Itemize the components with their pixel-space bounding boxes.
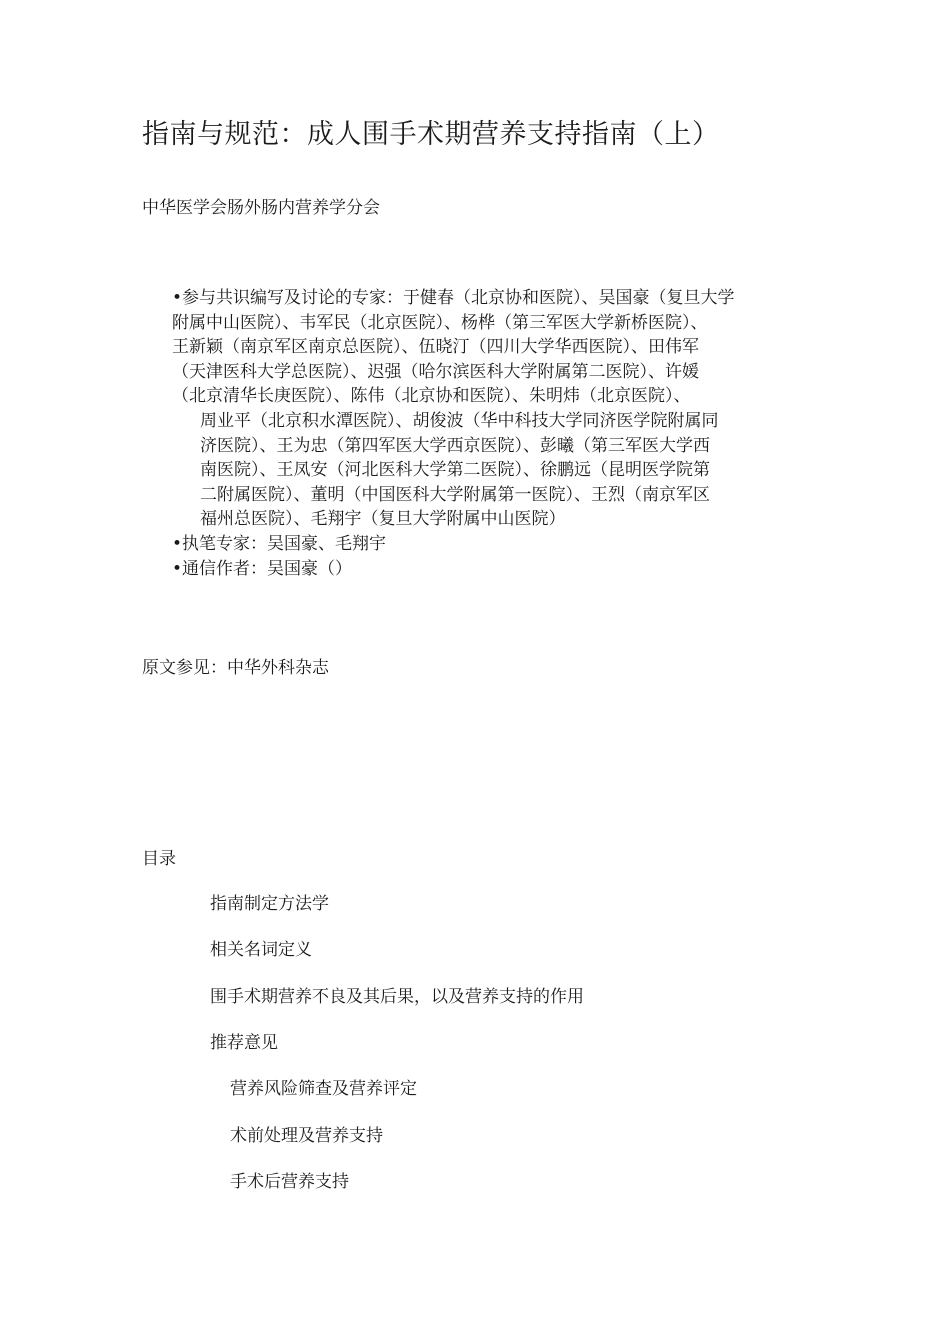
author-organization: 中华医学会肠外肠内营养学分会 — [142, 198, 380, 218]
expert-list — [172, 286, 812, 581]
page-title: 指南与规范：成人围手术期营养支持指南（上） — [142, 119, 720, 150]
toc-item[interactable]: 相关名词定义 — [210, 940, 312, 960]
toc-subitem[interactable]: 营养风险筛查及营养评定 — [230, 1079, 417, 1099]
toc-heading: 目录 — [142, 849, 176, 869]
expert-line: •参与共识编写及讨论的专家：于健春（北京协和医院）、吴国豪（复旦大学 — [172, 288, 735, 308]
expert-line: （天津医科大学总医院）、迟强（哈尔滨医科大学附属第二医院）、许媛 — [172, 361, 699, 382]
corresponding-author: •通信作者：吴国豪（） — [172, 558, 353, 579]
toc-subitem[interactable]: 手术后营养支持 — [230, 1172, 349, 1192]
toc-subitem[interactable]: 术前处理及营养支持 — [230, 1126, 383, 1146]
source-reference: 原文参见：中华外科杂志 — [142, 658, 329, 678]
expert-line: 南医院）、王凤安（河北医科大学第二医院）、徐鹏远（昆明医学院第 — [200, 460, 710, 481]
toc-item[interactable]: 推荐意见 — [210, 1033, 278, 1053]
expert-line: 济医院）、王为忠（第四军医大学西京医院）、彭曦（第三军医大学西 — [200, 435, 710, 456]
writing-experts: •执笔专家：吴国豪、毛翔宇 — [172, 533, 387, 554]
toc-item[interactable]: 围手术期营养不良及其后果，以及营养支持的作用 — [210, 987, 584, 1007]
expert-line: 福州总医院）、毛翔宇（复旦大学附属中山医院） — [200, 509, 566, 530]
expert-line: 二附属医院）、董明（中国医科大学附属第一医院）、王烈（南京军区 — [200, 484, 710, 505]
expert-line: 王新颖（南京军区南京总医院）、伍晓汀（四川大学华西医院）、田伟军 — [172, 337, 699, 358]
expert-line: （北京清华长庚医院）、陈伟（北京协和医院）、朱明炜（北京医院）、 — [172, 386, 691, 407]
expert-line: 周业平（北京积水潭医院）、胡俊波（华中科技大学同济医学院附属同 — [200, 410, 719, 431]
toc-item[interactable]: 指南制定方法学 — [210, 894, 329, 914]
expert-line: 附属中山医院）、韦军民（北京医院）、杨桦（第三军医大学新桥医院）、 — [172, 312, 708, 333]
